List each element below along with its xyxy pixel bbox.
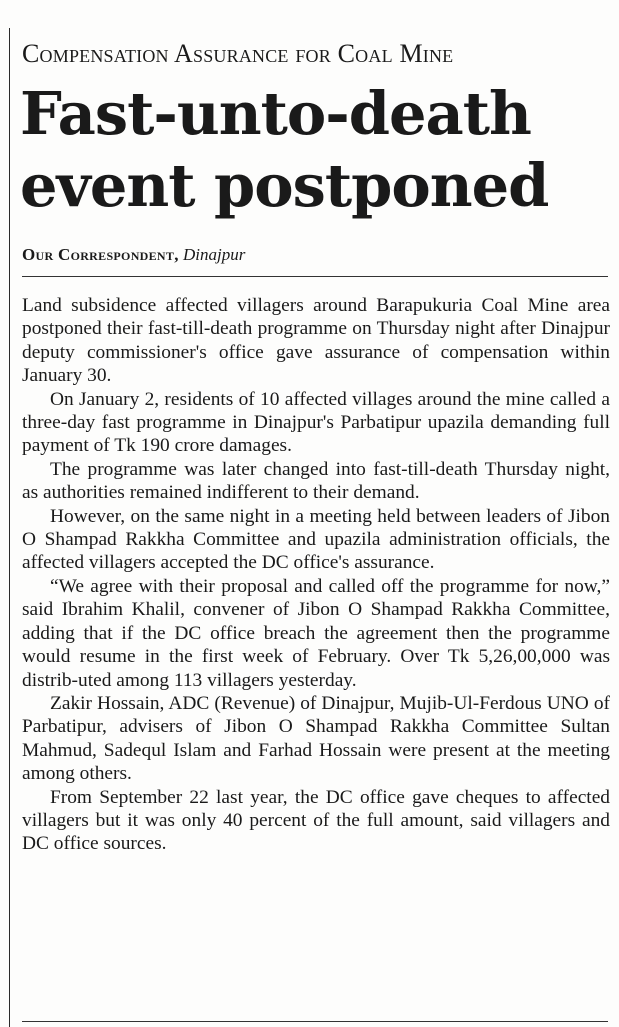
- paragraph: The programme was later changed into fast-till-death Thursday night, as authorities remained indifferent to their demand.: [22, 458, 610, 504]
- byline-place: Dinajpur: [183, 245, 246, 264]
- paragraph: “We agree with their proposal and called off the programme for now,” said Ibrahim Khalil, convener of Jibon O Shampad Rakkha Committee, adding that if the DC office breach the agreement then the programme would resume in the first week of February. Over Tk 5,26,00,000 was distrib-uted among 113 villagers yesterday.: [22, 575, 610, 691]
- paragraph: However, on the same night in a meeting held between leaders of Jibon O Shampad Rakkha Committee and upazila administration officials, the affected villagers accepted the DC office's assurance.: [22, 505, 610, 574]
- paragraph: Land subsidence affected villagers around Barapukuria Coal Mine area postponed their fast-till-death programme on Thursday night after Dinajpur deputy commissioner's office gave assurance of compensation within January 30.: [22, 295, 610, 387]
- headline: Fast-unto-death event postponed: [20, 79, 549, 220]
- kicker: Compensation Assurance for Coal Mine: [22, 39, 454, 68]
- article-body: [22, 294, 610, 856]
- byline-author: Our Correspondent,: [22, 245, 179, 264]
- byline: [22, 244, 612, 266]
- paragraph: Zakir Hossain, ADC (Revenue) of Dinajpur, Mujib-Ul-Ferdous UNO of Parbatipur, advisers of Jibon O Shampad Rakkha Committee Sultan Mahmud, Sadequl Islam and Farhad Hossain were present at the meeting among others.: [22, 692, 610, 785]
- paragraph: On January 2, residents of 10 affected villages around the mine called a three-day fast programme in Dinajpur's Parbatipur upazila demanding full payment of Tk 190 crore damages.: [22, 388, 610, 457]
- paragraph: From September 22 last year, the DC office gave cheques to affected villagers but it was only 40 percent of the full amount, said villagers and DC office sources.: [22, 786, 610, 855]
- divider-top: [22, 276, 608, 277]
- divider-bottom: [22, 1021, 608, 1022]
- column-rule-left: [9, 28, 10, 1027]
